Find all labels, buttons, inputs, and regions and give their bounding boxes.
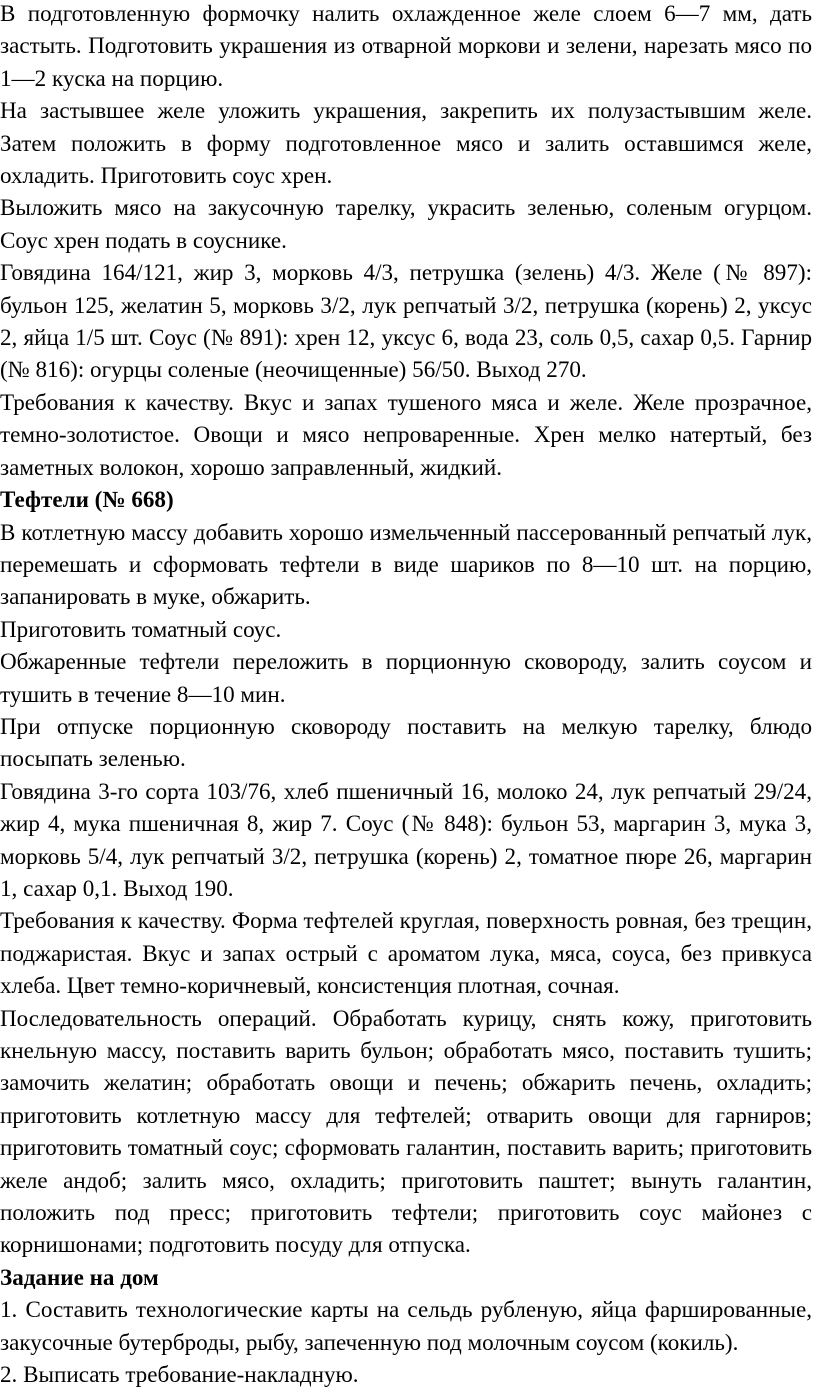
homework-item-2: 2. Выписать требование-накладную. <box>0 1361 359 1388</box>
paragraph-jelly-preparation: В подготовленную формочку налить охлажденное желе слоем 6—7 мм, дать застыть. Подготовить украшения из отварной моркови и зелени, нарезать мясо по 1—2 куска на порцию. <box>0 0 812 91</box>
paragraph-quality-requirements-beef: Требования к качеству. Вкус и запах тушеного мяса и желе. Желе прозрачное, темно-золотистое. Овощи и мясо непроваренные. Хрен мелко натертый, без заметных волокон, хорошо заправленный, жидкий. <box>0 388 812 480</box>
homework-item-1: 1. Составить технологические карты на сельдь рубленую, яйца фаршированные, закусочные бутерброды, рыбу, запеченную под молочным соусом (кокиль). <box>0 1296 812 1355</box>
paragraph-meatballs-stewing: Обжаренные тефтели переложить в порционную сковороду, залить соусом и тушить в течение 8—10 мин. <box>0 648 812 707</box>
paragraph-meatballs-serving: При отпуске порционную сковороду поставить на мелкую тарелку, блюдо посыпать зеленью. <box>0 712 812 772</box>
paragraph-jelly-decorating: На застывшее желе уложить украшения, закрепить их полузастывшим желе. Затем положить в форму подготовленное мясо и залить оставшимся желе, охладить. Приготовить соус хрен. <box>0 97 812 189</box>
paragraph-meatballs-forming: В котлетную массу добавить хорошо измельченный пассерованный репчатый лук, перемешать и сформовать тефтели в виде шариков по 8—10 шт. на порцию, запанировать в муке, обжарить. <box>0 518 812 610</box>
paragraph-operations-sequence: Последовательность операций. Обработать курицу, снять кожу, приготовить кнельную массу, поставить варить бульон; обработать мясо, поставить тушить; замочить желатин; обработать овощи и печень; обжарить печень, охладить; приготовить котлетную массу для тефтелей; отварить овощи для гарниров; приготовить томатный соус; сформовать галантин, поставить варить; приготовить желе андоб; залить мясо, охладить; приготовить паштет; вынуть галантин, положить под пресс; приготовить тефтели; приготовить соус майонез с корнишонами; подготовить посуду для отпуска. <box>0 1004 812 1258</box>
heading-meatballs: Тефтели (№ 668) <box>0 486 174 513</box>
heading-homework: Задание на дом <box>0 1263 159 1290</box>
paragraph-serving: Выложить мясо на закусочную тарелку, украсить зеленью, соленым огурцом. Соус хрен подать в соуснике. <box>0 194 812 253</box>
paragraph-ingredients-beef: Говядина 164/121, жир 3, морковь 4/3, петрушка (зелень) 4/3. Желе (№ 897): бульон 125, желатин 5, морковь 3/2, лук репчатый 3/2, петрушка (корень) 2, уксус 2, яйца 1/5 шт. Соус (№ 891): хрен 12, уксус 6, вода 23, соль 0,5, сахар 0,5. Гарнир (№ 816): огурцы соленые (неочищенные) 56/50. Выход 270. <box>0 259 812 383</box>
paragraph-quality-requirements-meatballs: Требования к качеству. Форма тефтелей круглая, поверхность ровная, без трещин, поджаристая. Вкус и запах острый с ароматом лука, мяса, соуса, без привкуса хлеба. Цвет темно-коричневый, консистенция плотная, сочная. <box>0 907 812 999</box>
paragraph-ingredients-meatballs: Говядина 3-го сорта 103/76, хлеб пшеничный 16, молоко 24, лук репчатый 29/24, жир 4, мука пшеничная 8, жир 7. Соус (№ 848): бульон 53, маргарин 3, мука 3, морковь 5/4, лук репчатый 3/2, петрушка (корень) 2, томатное пюре 26, маргарин 1, сахар 0,1. Выход 190. <box>0 777 812 901</box>
paragraph-tomato-sauce: Приготовить томатный соус. <box>0 615 282 642</box>
